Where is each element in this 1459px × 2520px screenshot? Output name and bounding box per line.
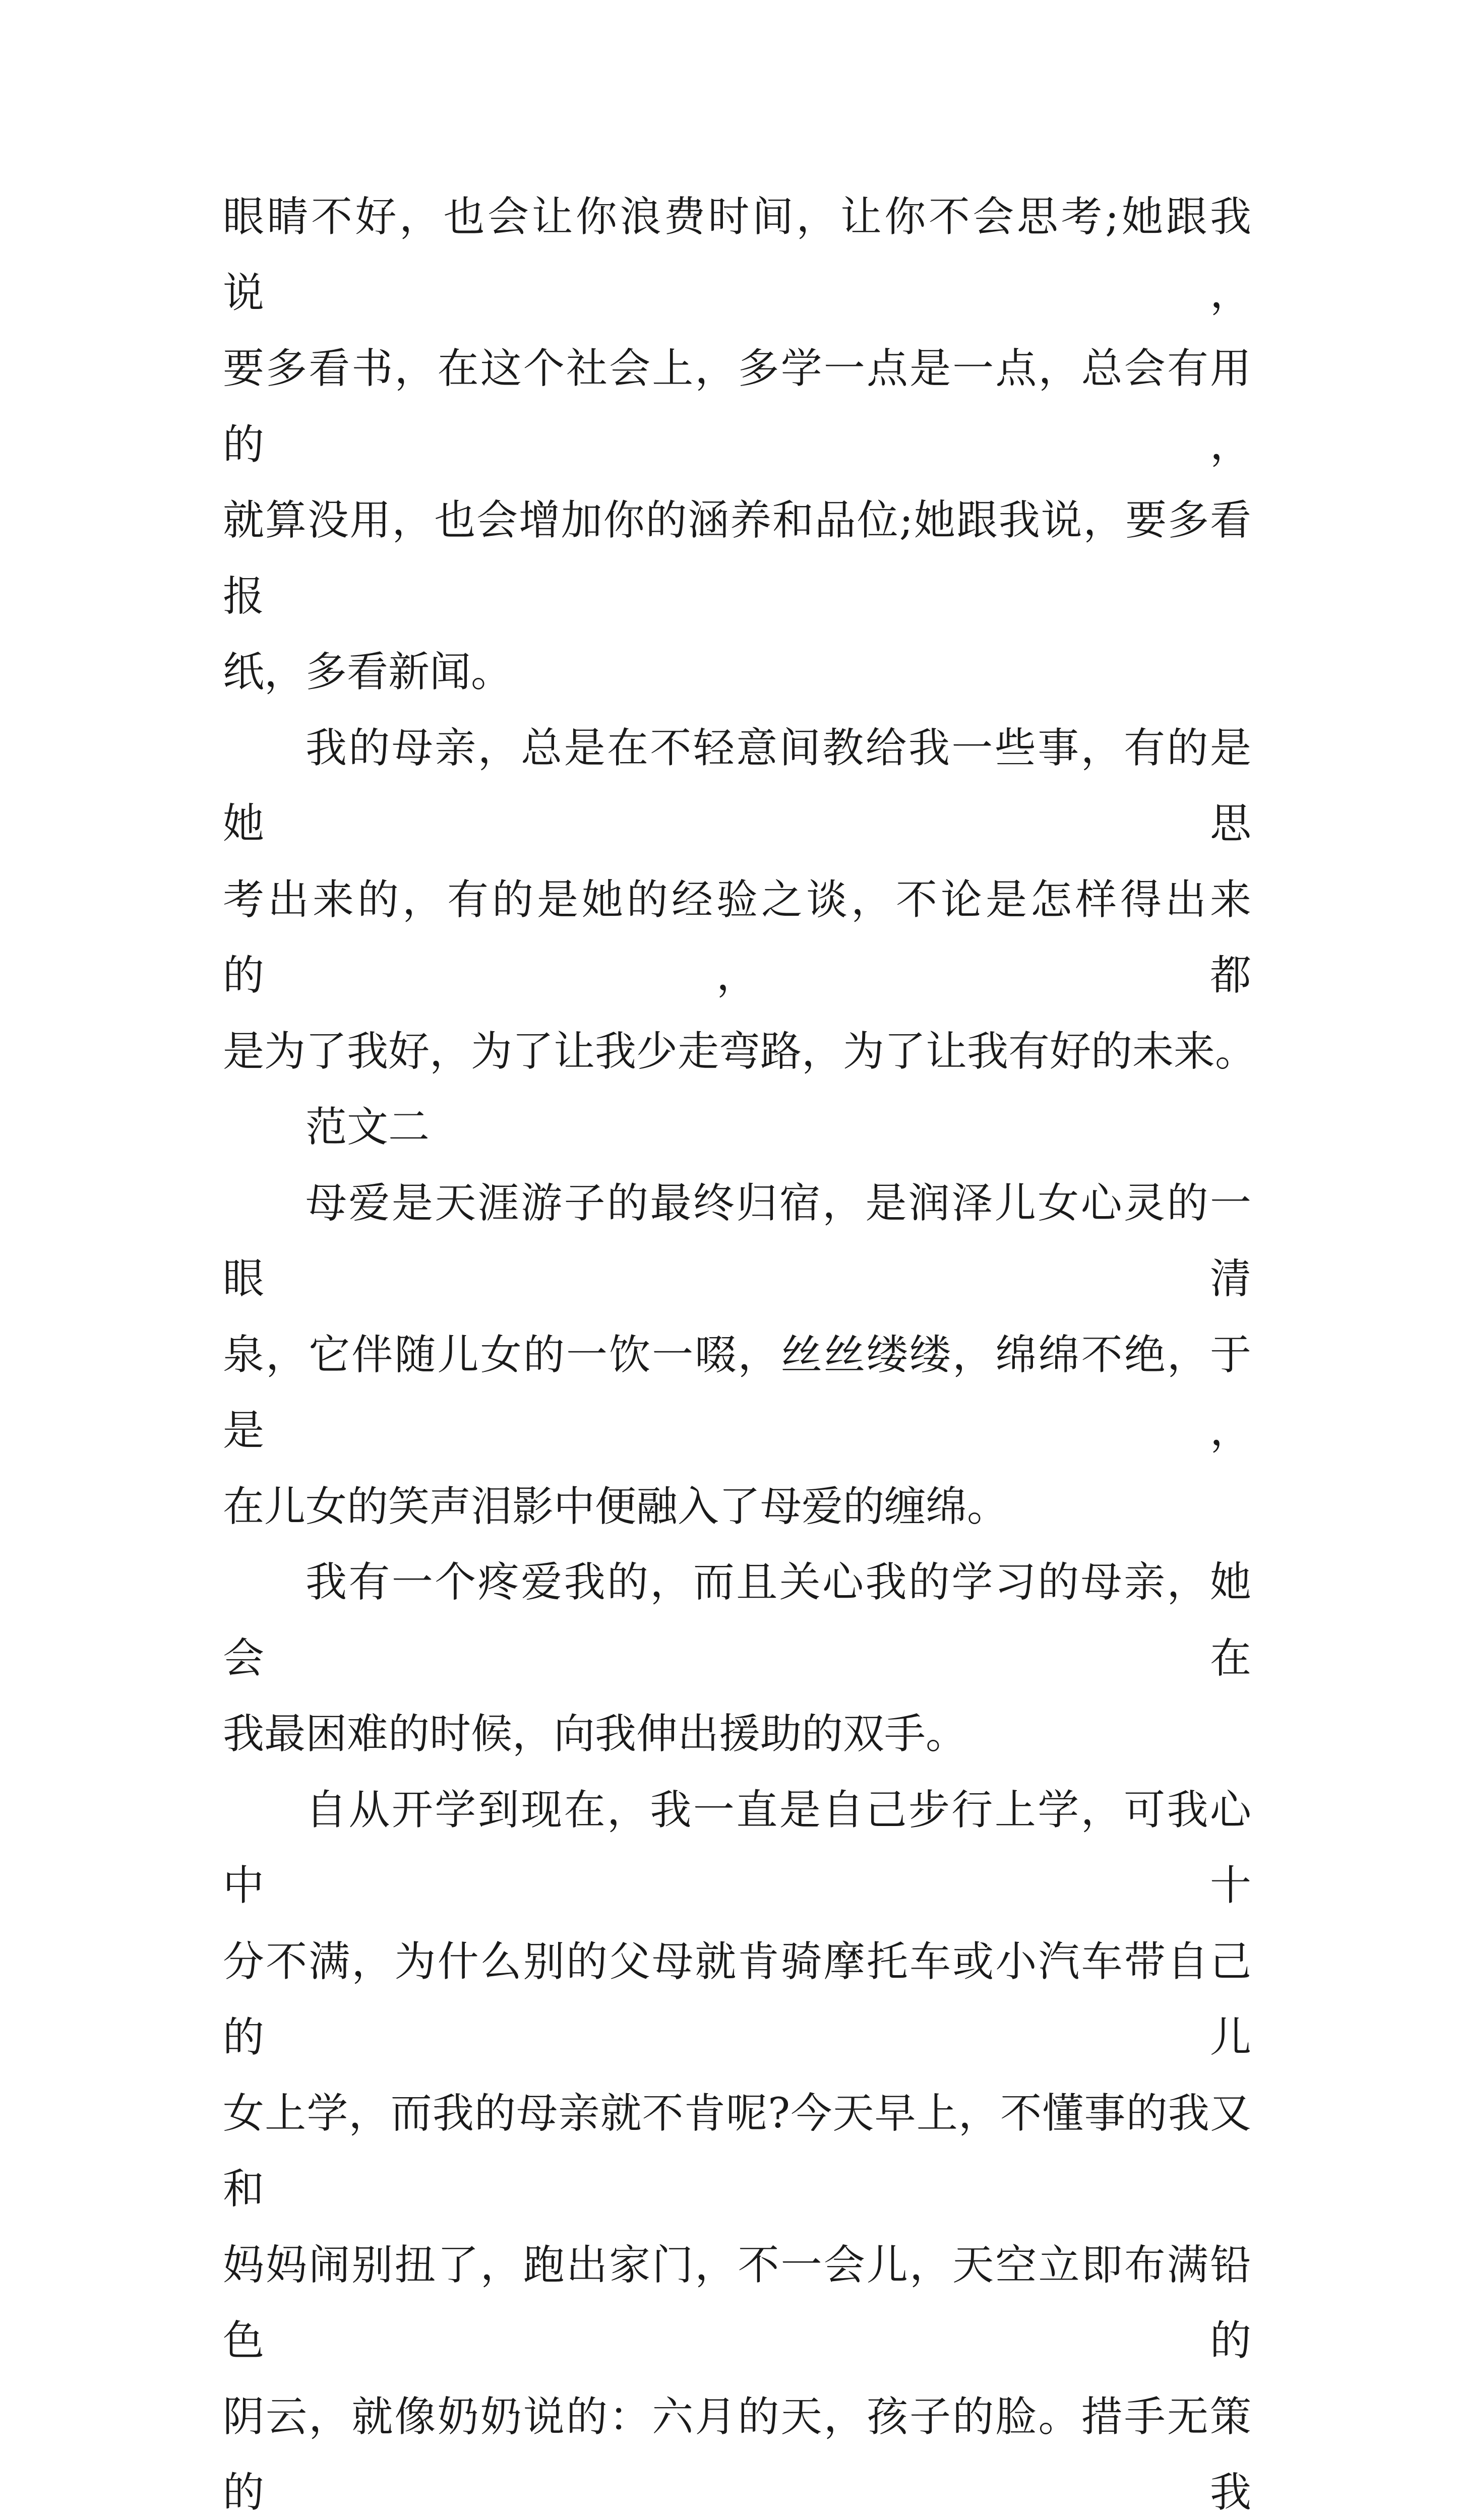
paragraph bbox=[223, 1166, 1251, 1545]
text-line: 是为了我好，为了让我少走弯路，为了让我有好的未来。 bbox=[223, 1014, 1251, 1090]
text-line: 女上学，而我的母亲就不肯呢?今天早上，不懂事的我又和 bbox=[223, 2076, 1251, 2228]
text-line: 要多看书，在这个社会上，多学一点是一点，总会有用的， bbox=[223, 331, 1251, 483]
text-line: 就算没用，也会增加你的涵养和品位;她跟我说，要多看报 bbox=[223, 483, 1251, 635]
text-line: 泉，它伴随儿女的一饮一啜，丝丝缕缕，绵绵不绝，于是， bbox=[223, 1317, 1251, 1469]
text-line: 妈妈闹别扭了，跑出家门，不一会儿，天空立即布满铅色的 bbox=[223, 2228, 1251, 2379]
text-line: 阴云，就像奶奶说的：六月的天，孩子的脸。措手无策的我 bbox=[223, 2379, 1251, 2520]
text-line: 范文二 bbox=[223, 1090, 1251, 1166]
paragraph bbox=[223, 1773, 1251, 2520]
text-line: 我的母亲，总是在不轻意间教给我一些事，有的是她思 bbox=[223, 711, 1251, 862]
text-line: 母爱是天涯游子的最终归宿，是润泽儿女心灵的一眼清 bbox=[223, 1166, 1251, 1317]
text-line: 眼睛不好，也会让你浪费时间，让你不会思考;她跟我说， bbox=[223, 179, 1251, 331]
text-line: 纸，多看新闻。 bbox=[223, 635, 1251, 711]
paragraph bbox=[223, 1545, 1251, 1773]
document-body bbox=[223, 179, 1251, 2520]
text-line: 自从开学到现在，我一直是自己步行上学，可我心中十 bbox=[223, 1773, 1251, 1924]
text-line: 我有一个疼爱我的，而且关心我的学习的母亲，她会在 bbox=[223, 1545, 1251, 1696]
section-heading bbox=[223, 1090, 1251, 1166]
text-line: 考出来的，有的是她的经验之谈，不论是怎样得出来的，都 bbox=[223, 862, 1251, 1014]
paragraph bbox=[223, 711, 1251, 1090]
text-line: 在儿女的笑声泪影中便融入了母爱的缠绵。 bbox=[223, 1469, 1251, 1545]
paragraph bbox=[223, 179, 1251, 711]
text-line: 分不满，为什么别的父母就肯骑摩托车或小汽车带自己的儿 bbox=[223, 1924, 1251, 2076]
text-line: 我最困难的时候，向我伸出援助的双手。 bbox=[223, 1696, 1251, 1773]
